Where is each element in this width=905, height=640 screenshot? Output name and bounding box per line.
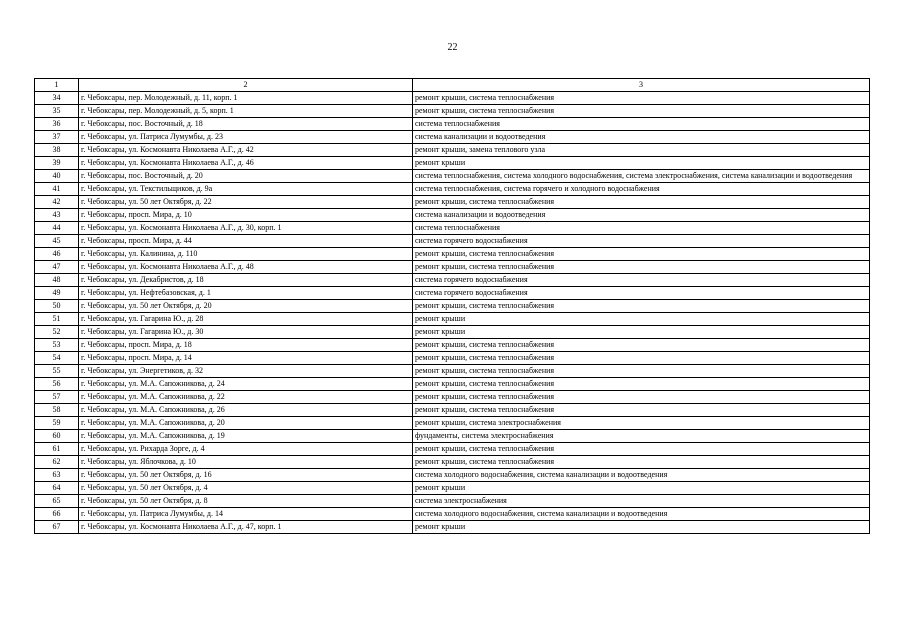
row-works: ремонт крыши, система теплоснабжения [413,92,870,105]
row-number: 59 [35,417,79,430]
row-works: система канализации и водоотведения [413,209,870,222]
row-number: 61 [35,443,79,456]
table-row [35,417,870,430]
row-number: 46 [35,248,79,261]
row-address: г. Чебоксары, ул. М.А. Сапожникова, д. 26 [79,404,413,417]
row-address: г. Чебоксары, ул. Космонавта Николаева А.Г., д. 48 [79,261,413,274]
row-address: г. Чебоксары, пер. Молодежный, д. 11, корп. 1 [79,92,413,105]
table-row [35,235,870,248]
row-works: ремонт крыши, система теплоснабжения [413,196,870,209]
row-number: 67 [35,521,79,534]
row-address: г. Чебоксары, ул. Гагарина Ю., д. 28 [79,313,413,326]
row-address: г. Чебоксары, просп. Мира, д. 18 [79,339,413,352]
row-works: система электроснабжения [413,495,870,508]
header-cell-address: 2 [79,79,413,92]
row-address: г. Чебоксары, просп. Мира, д. 44 [79,235,413,248]
table-body [35,79,870,534]
row-works: система холодного водоснабжения, система канализации и водоотведения [413,508,870,521]
row-number: 43 [35,209,79,222]
row-number: 51 [35,313,79,326]
row-address: г. Чебоксары, ул. Космонавта Николаева А.Г., д. 42 [79,144,413,157]
row-address: г. Чебоксары, ул. Декабристов, д. 18 [79,274,413,287]
table-row [35,92,870,105]
row-works: ремонт крыши, система теплоснабжения [413,404,870,417]
row-works: ремонт крыши, система теплоснабжения [413,248,870,261]
row-number: 60 [35,430,79,443]
row-address: г. Чебоксары, ул. 50 лет Октября, д. 20 [79,300,413,313]
row-works: система канализации и водоотведения [413,131,870,144]
table-row [35,105,870,118]
row-address: г. Чебоксары, ул. Патриса Лумумбы, д. 14 [79,508,413,521]
row-address: г. Чебоксары, пос. Восточный, д. 20 [79,170,413,183]
row-number: 64 [35,482,79,495]
table-row [35,339,870,352]
table-row [35,248,870,261]
table-row [35,443,870,456]
row-works: ремонт крыши, система теплоснабжения [413,391,870,404]
row-address: г. Чебоксары, ул. Патриса Лумумбы, д. 23 [79,131,413,144]
row-address: г. Чебоксары, ул. М.А. Сапожникова, д. 24 [79,378,413,391]
row-works: ремонт крыши, система теплоснабжения [413,339,870,352]
table-row [35,183,870,196]
row-number: 53 [35,339,79,352]
row-works: система теплоснабжения [413,118,870,131]
table-row [35,495,870,508]
row-address: г. Чебоксары, ул. 50 лет Октября, д. 8 [79,495,413,508]
row-works: система теплоснабжения, система горячего и холодного водоснабжения [413,183,870,196]
row-address: г. Чебоксары, просп. Мира, д. 14 [79,352,413,365]
row-number: 47 [35,261,79,274]
header-cell-works: 3 [413,79,870,92]
table-row [35,222,870,235]
row-works: ремонт крыши, система электроснабжения [413,417,870,430]
table-row [35,469,870,482]
table-row [35,157,870,170]
row-works: система холодного водоснабжения, система канализации и водоотведения [413,469,870,482]
row-address: г. Чебоксары, ул. 50 лет Октября, д. 22 [79,196,413,209]
row-number: 63 [35,469,79,482]
row-works: ремонт крыши [413,521,870,534]
row-address: г. Чебоксары, ул. Калинина, д. 110 [79,248,413,261]
table-row [35,209,870,222]
row-address: г. Чебоксары, ул. Гагарина Ю., д. 30 [79,326,413,339]
row-works: система теплоснабжения [413,222,870,235]
row-number: 41 [35,183,79,196]
row-address: г. Чебоксары, ул. М.А. Сапожникова, д. 20 [79,417,413,430]
table-row [35,170,870,183]
table-row [35,456,870,469]
row-works: ремонт крыши, система теплоснабжения [413,378,870,391]
table-row [35,391,870,404]
row-number: 54 [35,352,79,365]
row-number: 49 [35,287,79,300]
row-address: г. Чебоксары, ул. 50 лет Октября, д. 4 [79,482,413,495]
row-works: ремонт крыши [413,313,870,326]
row-works: ремонт крыши, система теплоснабжения [413,300,870,313]
row-number: 56 [35,378,79,391]
page-number: 22 [447,42,458,53]
row-address: г. Чебоксары, ул. М.А. Сапожникова, д. 19 [79,430,413,443]
row-number: 45 [35,235,79,248]
row-address: г. Чебоксары, просп. Мира, д. 10 [79,209,413,222]
table-row [35,482,870,495]
table-row [35,196,870,209]
row-address: г. Чебоксары, ул. 50 лет Октября, д. 16 [79,469,413,482]
row-number: 55 [35,365,79,378]
table-row [35,430,870,443]
table-row [35,131,870,144]
table-row [35,378,870,391]
row-address: г. Чебоксары, ул. Текстильщиков, д. 9а [79,183,413,196]
table-row [35,352,870,365]
row-works: ремонт крыши [413,157,870,170]
row-address: г. Чебоксары, ул. Нефтебазовская, д. 1 [79,287,413,300]
table-row [35,365,870,378]
table-row [35,261,870,274]
table-header-row [35,79,870,92]
row-works: ремонт крыши, система теплоснабжения [413,365,870,378]
row-number: 37 [35,131,79,144]
row-address: г. Чебоксары, ул. Космонавта Николаева А.Г., д. 30, корп. 1 [79,222,413,235]
row-address: г. Чебоксары, ул. М.А. Сапожникова, д. 22 [79,391,413,404]
row-works: ремонт крыши, система теплоснабжения [413,105,870,118]
row-works: система горячего водоснабжения [413,274,870,287]
row-works: ремонт крыши, система теплоснабжения [413,352,870,365]
row-address: г. Чебоксары, пос. Восточный, д. 18 [79,118,413,131]
row-number: 35 [35,105,79,118]
row-address: г. Чебоксары, ул. Энергетиков, д. 32 [79,365,413,378]
row-address: г. Чебоксары, ул. Космонавта Николаева А.Г., д. 46 [79,157,413,170]
table-row [35,118,870,131]
table-row [35,144,870,157]
row-number: 39 [35,157,79,170]
row-number: 66 [35,508,79,521]
row-number: 50 [35,300,79,313]
row-address: г. Чебоксары, ул. Космонавта Николаева А.Г., д. 47, корп. 1 [79,521,413,534]
table-row [35,521,870,534]
row-number: 57 [35,391,79,404]
row-number: 52 [35,326,79,339]
row-number: 65 [35,495,79,508]
table-row [35,274,870,287]
table-row [35,404,870,417]
row-address: г. Чебоксары, ул. Рихарда Зорге, д. 4 [79,443,413,456]
table-row [35,508,870,521]
row-works: ремонт крыши, система теплоснабжения [413,456,870,469]
row-works: ремонт крыши, система теплоснабжения [413,261,870,274]
row-works: ремонт крыши, замена теплового узла [413,144,870,157]
row-number: 48 [35,274,79,287]
row-number: 40 [35,170,79,183]
row-works: система теплоснабжения, система холодного водоснабжения, система электроснабжения, система канализации и водоотведения [413,170,870,183]
row-number: 44 [35,222,79,235]
row-address: г. Чебоксары, пер. Молодежный, д. 5, корп. 1 [79,105,413,118]
row-number: 62 [35,456,79,469]
row-number: 38 [35,144,79,157]
row-works: фундаменты, система электроснабжения [413,430,870,443]
table-row [35,300,870,313]
table-row [35,313,870,326]
works-table [34,78,870,534]
row-number: 34 [35,92,79,105]
row-works: ремонт крыши, система теплоснабжения [413,443,870,456]
row-works: ремонт крыши [413,482,870,495]
row-number: 42 [35,196,79,209]
table-row [35,287,870,300]
row-address: г. Чебоксары, ул. Яблочкова, д. 10 [79,456,413,469]
row-number: 36 [35,118,79,131]
row-works: ремонт крыши [413,326,870,339]
header-cell-number: 1 [35,79,79,92]
row-works: система горячего водоснабжения [413,287,870,300]
row-works: система горячего водоснабжения [413,235,870,248]
table-row [35,326,870,339]
row-number: 58 [35,404,79,417]
